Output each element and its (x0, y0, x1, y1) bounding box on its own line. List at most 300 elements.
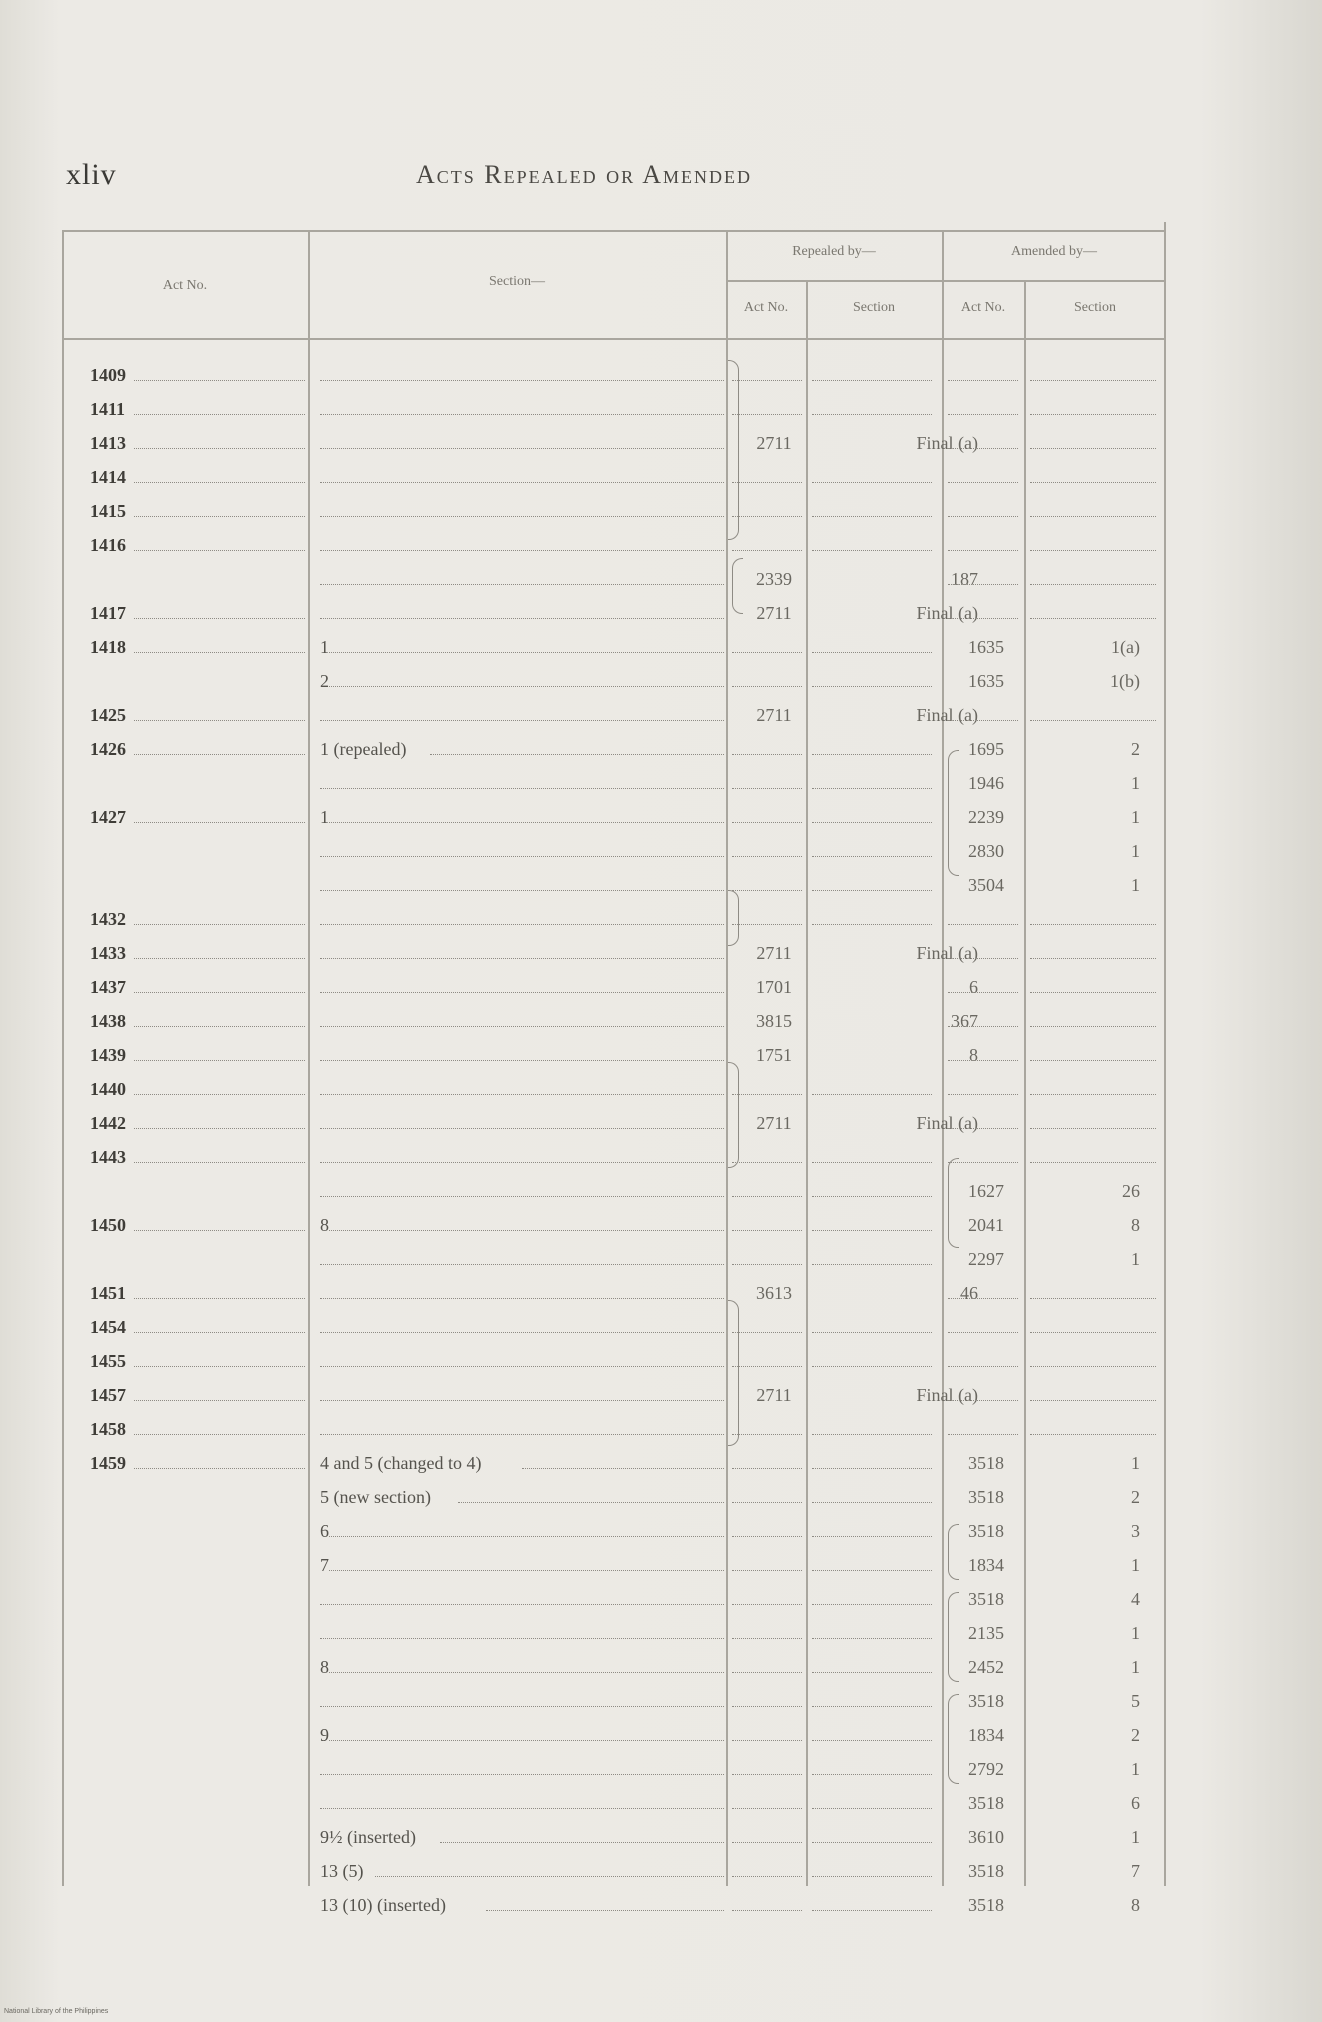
section-cell: 5 (new section) (320, 1487, 431, 1507)
section-leader (320, 516, 724, 517)
section-leader (320, 1026, 724, 1027)
section-leader (329, 822, 724, 823)
amended-act-no-cell (946, 1378, 1026, 1412)
repealed-act-no-cell (730, 460, 818, 494)
amended-act-no-cell (946, 426, 1026, 460)
amended-sec-leader (1030, 1128, 1156, 1129)
brace-amended-1450 (948, 1158, 959, 1248)
repealed-sec-leader (812, 516, 932, 517)
section-leader (320, 584, 724, 585)
amended-section-cell (1034, 698, 1156, 732)
table-row (62, 528, 1166, 562)
section-leader (320, 1638, 724, 1639)
acts-table (62, 222, 1166, 1915)
section-leader (320, 550, 724, 551)
repealed-sec-leader (812, 1264, 932, 1265)
repealed-section-cell: 6 (969, 977, 978, 997)
section-cell (320, 834, 780, 868)
amended-act-no-cell (946, 1106, 1026, 1140)
repealed-act-no-cell (730, 1072, 818, 1106)
repealed-act-leader (732, 924, 802, 925)
running-head: Acts Repealed or Amended (416, 160, 752, 189)
act-leader (134, 1298, 305, 1299)
table-row (62, 1038, 1166, 1072)
act-no-cell: 1459 (90, 1453, 126, 1473)
act-leader (134, 448, 305, 449)
section-cell (320, 1038, 780, 1072)
repealed-act-leader (732, 652, 802, 653)
brace-repealed-1454-1458 (728, 1300, 739, 1446)
amended-act-no-cell: 2297 (968, 1249, 1004, 1269)
repealed-sec-leader (812, 1842, 932, 1843)
amended-sec-leader (1030, 618, 1156, 619)
act-no-cell: 1418 (90, 637, 126, 657)
repealed-act-no-cell: 2711 (756, 603, 792, 623)
table-top-rule (62, 230, 1166, 232)
repealed-act-leader (732, 890, 802, 891)
section-cell: 1 (320, 807, 329, 827)
repealed-section-cell: 367 (951, 1011, 978, 1031)
amended-act-leader (948, 550, 1018, 551)
header-amended-act-no: Act No. (960, 300, 1006, 315)
act-no-cell (90, 1888, 305, 1922)
act-no-cell: 1440 (90, 1079, 126, 1099)
amended-section-cell (1034, 1344, 1156, 1378)
act-no-cell (90, 1242, 305, 1276)
amended-act-leader (948, 482, 1018, 483)
amended-sec-leader (1030, 1162, 1156, 1163)
amended-act-no-cell: 2830 (968, 841, 1004, 861)
amended-act-no-cell (946, 1310, 1026, 1344)
amended-section-cell (1034, 426, 1156, 460)
act-no-cell: 1454 (90, 1317, 126, 1337)
section-cell (320, 562, 780, 596)
amended-section-cell: 2 (1131, 739, 1140, 759)
section-leader (320, 788, 724, 789)
repealed-act-no-cell (730, 834, 818, 868)
section-cell: 1 (repealed) (320, 739, 407, 759)
amended-section-cell (1034, 528, 1156, 562)
amended-act-no-cell: 1627 (968, 1181, 1004, 1201)
section-cell (320, 1004, 780, 1038)
table-row (62, 1854, 1166, 1888)
repealed-act-no-cell: 2711 (756, 943, 792, 963)
section-cell (320, 1582, 780, 1616)
act-no-cell (90, 1820, 305, 1854)
section-cell: 8 (320, 1215, 329, 1235)
act-leader (134, 1162, 305, 1163)
act-no-cell: 1425 (90, 705, 126, 725)
section-cell (320, 392, 780, 426)
repealed-act-leader (732, 1366, 802, 1367)
section-cell (320, 1344, 780, 1378)
repealed-sec-leader (812, 1536, 932, 1537)
repealed-act-leader (732, 1774, 802, 1775)
amended-act-no-cell (946, 1072, 1026, 1106)
repealed-act-leader (732, 1094, 802, 1095)
section-leader (320, 618, 724, 619)
amended-section-cell: 1 (1131, 1827, 1140, 1847)
section-leader (320, 720, 724, 721)
amended-section-cell: 7 (1131, 1861, 1140, 1881)
amended-section-cell: 1 (1131, 1453, 1140, 1473)
amended-section-cell: 2 (1131, 1487, 1140, 1507)
table-row (62, 1072, 1166, 1106)
repealed-act-no-cell (730, 1582, 818, 1616)
section-leader (458, 1502, 724, 1503)
amended-act-no-cell: 2041 (968, 1215, 1004, 1235)
amended-act-leader (948, 1366, 1018, 1367)
section-leader (320, 1774, 724, 1775)
amended-act-no-cell (946, 528, 1026, 562)
section-leader (320, 856, 724, 857)
repealed-act-leader (732, 1740, 802, 1741)
amended-sec-leader (1030, 516, 1156, 517)
repealed-section-cell: 8 (969, 1045, 978, 1065)
amended-section-cell (1034, 460, 1156, 494)
section-cell (320, 936, 780, 970)
amended-section-cell (1034, 1310, 1156, 1344)
repealed-sec-leader (812, 686, 932, 687)
amended-sec-leader (1030, 482, 1156, 483)
act-no-cell (90, 834, 305, 868)
repealed-act-leader (732, 822, 802, 823)
section-cell (320, 1752, 780, 1786)
table-row (62, 1616, 1166, 1650)
amended-sec-leader (1030, 1434, 1156, 1435)
amended-act-leader (948, 448, 1018, 449)
amended-section-cell (1034, 1412, 1156, 1446)
repealed-act-leader (732, 1876, 802, 1877)
amended-section-cell (1034, 596, 1156, 630)
repealed-act-leader (732, 1434, 802, 1435)
amended-act-no-cell (946, 1004, 1026, 1038)
repealed-section-cell: 46 (960, 1283, 978, 1303)
amended-act-no-cell (946, 562, 1026, 596)
table-row (62, 970, 1166, 1004)
table-row (62, 936, 1166, 970)
amended-act-no-cell: 2452 (968, 1657, 1004, 1677)
amended-act-no-cell (946, 970, 1026, 1004)
amended-section-cell (1034, 902, 1156, 936)
act-leader (134, 1060, 305, 1061)
brace-amended-1459-8 (948, 1592, 959, 1682)
act-no-cell: 1409 (90, 365, 126, 385)
repealed-sec-leader (812, 1774, 932, 1775)
repealed-act-no-cell (730, 1718, 818, 1752)
section-cell (320, 596, 780, 630)
act-no-cell: 1439 (90, 1045, 126, 1065)
page-number: xliv (66, 158, 117, 191)
amended-act-no-cell: 3518 (968, 1793, 1004, 1813)
section-leader (320, 1400, 724, 1401)
amended-section-cell (1034, 1004, 1156, 1038)
brace-amended-1427 (948, 750, 959, 876)
repealed-act-no-cell (730, 528, 818, 562)
repealed-act-no-cell (730, 1854, 818, 1888)
repealed-section-cell: Final (a) (916, 705, 978, 725)
section-leader (440, 1842, 724, 1843)
table-row (62, 1004, 1166, 1038)
table-row (62, 1582, 1166, 1616)
table-row (62, 1310, 1166, 1344)
amended-sec-leader (1030, 1332, 1156, 1333)
act-no-cell (90, 664, 305, 698)
act-leader (134, 1230, 305, 1231)
repealed-sec-leader (812, 1604, 932, 1605)
repealed-act-no-cell (730, 1514, 818, 1548)
repealed-sec-leader (812, 1638, 932, 1639)
act-no-cell (90, 1480, 305, 1514)
table-row (62, 698, 1166, 732)
amended-act-leader (948, 1332, 1018, 1333)
table-row (62, 1480, 1166, 1514)
amended-act-leader (948, 958, 1018, 959)
repealed-sec-leader (812, 788, 932, 789)
act-no-cell: 1416 (90, 535, 126, 555)
amended-section-cell (1034, 494, 1156, 528)
act-no-cell: 1442 (90, 1113, 126, 1133)
repealed-act-no-cell: 2711 (756, 705, 792, 725)
section-cell (320, 1106, 780, 1140)
section-leader (329, 652, 724, 653)
repealed-sec-leader (812, 1502, 932, 1503)
amended-section-cell (1034, 1106, 1156, 1140)
section-cell (320, 868, 780, 902)
act-leader (134, 1468, 305, 1469)
repealed-sec-leader (812, 1434, 932, 1435)
repealed-act-no-cell (730, 1242, 818, 1276)
repealed-act-no-cell (730, 868, 818, 902)
act-no-cell: 1438 (90, 1011, 126, 1031)
repealed-act-no-cell: 3815 (756, 1011, 792, 1031)
amended-section-cell (1034, 392, 1156, 426)
repealed-act-no-cell (730, 1888, 818, 1922)
repealed-act-no-cell (730, 1140, 818, 1174)
repealed-act-leader (732, 1230, 802, 1231)
act-no-cell (90, 1514, 305, 1548)
act-no-cell: 1426 (90, 739, 126, 759)
repealed-act-no-cell (730, 1208, 818, 1242)
act-no-cell: 1451 (90, 1283, 126, 1303)
table-row (62, 664, 1166, 698)
brace-amended-1459-7 (948, 1524, 959, 1580)
repealed-sec-leader (812, 924, 932, 925)
repealed-act-leader (732, 754, 802, 755)
repealed-act-leader (732, 1842, 802, 1843)
act-no-cell: 1414 (90, 467, 126, 487)
repealed-sec-leader (812, 1468, 932, 1469)
act-no-cell (90, 562, 305, 596)
amended-section-cell: 2 (1131, 1725, 1140, 1745)
repealed-section-cell: 187 (951, 569, 978, 589)
act-no-cell: 1450 (90, 1215, 126, 1235)
repealed-sec-leader (812, 1196, 932, 1197)
amended-section-cell: 8 (1131, 1895, 1140, 1915)
amended-act-leader (948, 1128, 1018, 1129)
repealed-act-no-cell (730, 800, 818, 834)
act-no-cell: 1433 (90, 943, 126, 963)
amended-act-no-cell (946, 936, 1026, 970)
act-no-cell (90, 1752, 305, 1786)
table-row (62, 1276, 1166, 1310)
section-leader (329, 1536, 724, 1537)
amended-act-leader (948, 414, 1018, 415)
amended-sec-leader (1030, 1094, 1156, 1095)
act-leader (134, 618, 305, 619)
repealed-act-no-cell (730, 630, 818, 664)
repealed-act-leader (732, 482, 802, 483)
table-row (62, 1718, 1166, 1752)
section-cell: 9½ (inserted) (320, 1827, 416, 1847)
repealed-sec-leader (812, 482, 932, 483)
repealed-act-leader (732, 1502, 802, 1503)
act-leader (134, 1366, 305, 1367)
repealed-sec-leader (812, 414, 932, 415)
section-leader (329, 1672, 724, 1673)
amended-sec-leader (1030, 584, 1156, 585)
repealed-act-no-cell (730, 1548, 818, 1582)
amended-section-cell (1034, 562, 1156, 596)
table-row (62, 1174, 1166, 1208)
table-row (62, 1344, 1166, 1378)
amended-sec-leader (1030, 720, 1156, 721)
act-no-cell: 1443 (90, 1147, 126, 1167)
brace-repealed-1409-1416 (728, 360, 739, 540)
amended-sec-leader (1030, 924, 1156, 925)
repealed-act-no-cell: 1751 (756, 1045, 792, 1065)
amended-sec-leader (1030, 380, 1156, 381)
repealed-act-no-cell (730, 392, 818, 426)
amended-section-cell (1034, 970, 1156, 1004)
amended-act-no-cell (946, 1412, 1026, 1446)
act-leader (134, 822, 305, 823)
amended-sec-leader (1030, 414, 1156, 415)
section-leader (320, 890, 724, 891)
section-cell: 4 and 5 (changed to 4) (320, 1453, 482, 1473)
amended-sec-leader (1030, 1400, 1156, 1401)
amended-sec-leader (1030, 1026, 1156, 1027)
amended-act-leader (948, 720, 1018, 721)
amended-act-no-cell (946, 1344, 1026, 1378)
repealed-act-no-cell: 2711 (756, 1113, 792, 1133)
repealed-sec-leader (812, 856, 932, 857)
amended-act-no-cell: 1695 (968, 739, 1004, 759)
amended-act-no-cell: 2792 (968, 1759, 1004, 1779)
repealed-act-no-cell (730, 1480, 818, 1514)
amended-act-leader (948, 1400, 1018, 1401)
repealed-act-no-cell (730, 732, 818, 766)
amended-section-cell: 26 (1122, 1181, 1140, 1201)
repealed-act-leader (732, 550, 802, 551)
repealed-act-leader (732, 1162, 802, 1163)
table-row (62, 1412, 1166, 1446)
header-amended-section: Section (1074, 300, 1116, 315)
table-row (62, 392, 1166, 426)
brace-repealed-1417 (732, 558, 743, 614)
repealed-sec-leader (812, 1672, 932, 1673)
repealed-act-leader (732, 1264, 802, 1265)
act-leader (134, 958, 305, 959)
repealed-sec-leader (812, 550, 932, 551)
repealed-act-no-cell (730, 1786, 818, 1820)
act-no-cell (90, 1650, 305, 1684)
section-cell (320, 1378, 780, 1412)
table-row (62, 1242, 1166, 1276)
repealed-act-no-cell (730, 1616, 818, 1650)
repealed-act-leader (732, 1808, 802, 1809)
amended-act-no-cell: 3518 (968, 1895, 1004, 1915)
amended-sec-leader (1030, 1366, 1156, 1367)
repealed-act-no-cell (730, 766, 818, 800)
table-row (62, 494, 1166, 528)
section-cell (320, 1684, 780, 1718)
table-row (62, 1514, 1166, 1548)
repealed-act-no-cell (730, 494, 818, 528)
section-leader (320, 1264, 724, 1265)
repealed-act-no-cell (730, 1820, 818, 1854)
repealed-sec-leader (812, 890, 932, 891)
act-no-cell: 1411 (90, 399, 126, 419)
act-leader (134, 1400, 305, 1401)
repealed-sec-leader (812, 1808, 932, 1809)
repealed-section-cell: Final (a) (916, 603, 978, 623)
header-amended-by: Amended by— (1011, 244, 1097, 259)
table-row (62, 868, 1166, 902)
section-leader (329, 1740, 724, 1741)
section-leader (320, 1706, 724, 1707)
section-cell (320, 1174, 780, 1208)
table-row (62, 460, 1166, 494)
repealed-act-leader (732, 1570, 802, 1571)
group-header-rule-amended (942, 280, 1166, 282)
amended-sec-leader (1030, 1060, 1156, 1061)
repealed-sec-leader (812, 1706, 932, 1707)
repealed-section-cell: Final (a) (916, 1113, 978, 1133)
section-leader (320, 1366, 724, 1367)
section-cell (320, 358, 780, 392)
table-row (62, 1684, 1166, 1718)
act-leader (134, 1026, 305, 1027)
amended-act-no-cell: 3518 (968, 1589, 1004, 1609)
repealed-section-cell: Final (a) (916, 1385, 978, 1405)
section-leader (486, 1910, 724, 1911)
section-cell (320, 426, 780, 460)
repealed-act-leader (732, 1672, 802, 1673)
amended-act-leader (948, 1434, 1018, 1435)
repealed-act-no-cell: 2711 (756, 433, 792, 453)
repealed-sec-leader (812, 1162, 932, 1163)
section-cell (320, 698, 780, 732)
act-leader (134, 482, 305, 483)
act-leader (134, 992, 305, 993)
amended-act-no-cell (946, 698, 1026, 732)
section-leader (329, 1230, 724, 1231)
repealed-sec-leader (812, 1740, 932, 1741)
table-row (62, 1752, 1166, 1786)
amended-act-no-cell: 1635 (968, 671, 1004, 691)
section-leader (320, 482, 724, 483)
repealed-sec-leader (812, 1876, 932, 1877)
amended-section-cell (1034, 1038, 1156, 1072)
amended-section-cell: 1 (1131, 1249, 1140, 1269)
repealed-section-cell: Final (a) (916, 943, 978, 963)
repealed-act-no-cell (730, 1446, 818, 1480)
repealed-sec-leader (812, 1910, 932, 1911)
section-leader (320, 1196, 724, 1197)
amended-act-leader (948, 584, 1018, 585)
table-row (62, 834, 1166, 868)
